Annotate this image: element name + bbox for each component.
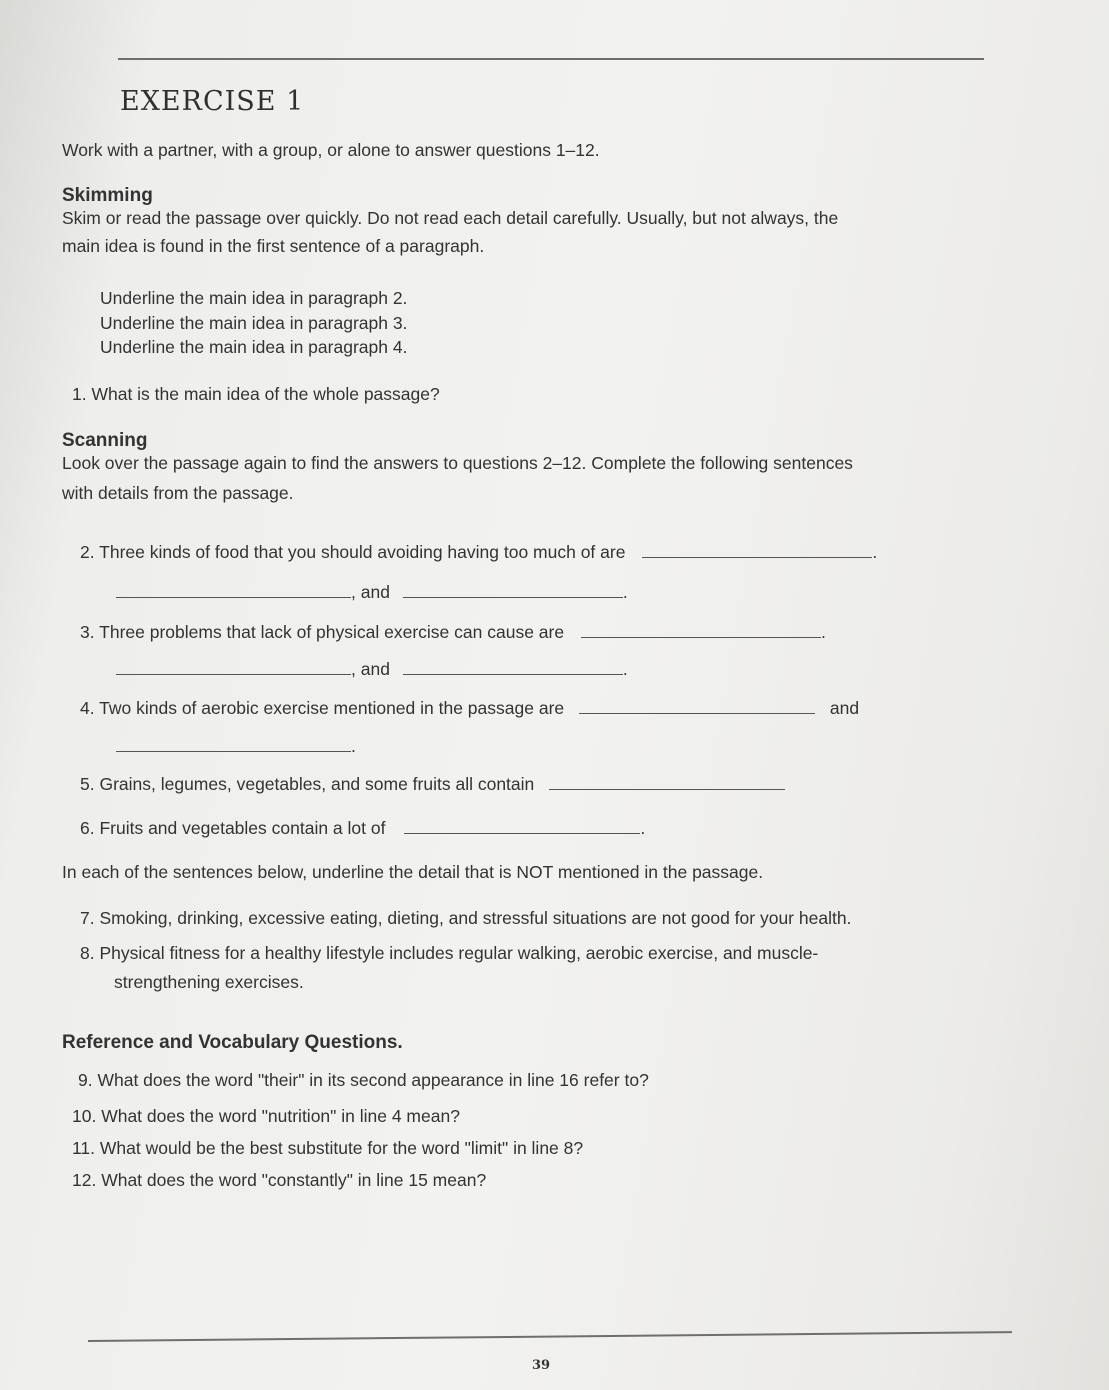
question-2 <box>80 542 877 563</box>
question-9: 9. What does the word "their" in its second appearance in line 16 refer to? <box>78 1070 649 1090</box>
period: . <box>820 622 826 642</box>
scanning-text-line2: with details from the passage. <box>62 483 294 503</box>
exercise-title: EXERCISE 1 <box>120 86 305 117</box>
skimming-task-2: Underline the main idea in paragraph 3. <box>100 313 408 333</box>
question-11: 11. What would be the best substitute for the word "limit" in line 8? <box>72 1138 584 1158</box>
answer-blank[interactable] <box>642 543 872 558</box>
answer-blank[interactable] <box>116 583 351 598</box>
underline-instruction: In each of the sentences below, underline the detail that is NOT mentioned in the passage. <box>62 862 764 882</box>
page-number: 39 <box>532 1358 551 1373</box>
question-1: 1. What is the main idea of the whole passage? <box>72 384 440 404</box>
skimming-heading: Skimming <box>62 185 153 206</box>
skimming-task-1: Underline the main idea in paragraph 2. <box>100 288 408 308</box>
answer-blank[interactable] <box>116 660 351 675</box>
answer-blank[interactable] <box>403 660 623 675</box>
and-word: and <box>829 698 860 718</box>
question-10: 10. What does the word "nutrition" in line 4 mean? <box>72 1106 460 1126</box>
period: . <box>872 542 878 562</box>
period: . <box>351 736 356 756</box>
question-3 <box>80 622 826 643</box>
answer-blank[interactable] <box>581 623 821 638</box>
question-8-line1: 8. Physical fitness for a healthy lifestyle includes regular walking, aerobic exercise, and muscle- <box>80 943 819 963</box>
top-rule <box>118 58 984 60</box>
bottom-rule <box>88 1331 1012 1342</box>
answer-blank[interactable] <box>579 699 815 714</box>
period: . <box>640 818 646 838</box>
question-5-text: 5. Grains, legumes, vegetables, and some fruits all contain <box>80 774 535 794</box>
question-4 <box>80 698 859 719</box>
question-7: 7. Smoking, drinking, excessive eating, dieting, and stressful situations are not good for your health. <box>80 908 852 928</box>
and-word: , and <box>351 659 390 679</box>
period: . <box>622 582 628 602</box>
skimming-text-line2: main idea is found in the first sentence of a paragraph. <box>62 236 485 256</box>
skimming-task-3: Underline the main idea in paragraph 4. <box>100 337 408 357</box>
scanning-text-line1: Look over the passage again to find the answers to questions 2–12. Complete the following sentences <box>62 453 853 473</box>
and-word: , and <box>351 582 390 602</box>
question-2-text: 2. Three kinds of food that you should avoiding having too much of are <box>80 542 626 562</box>
question-8-line2: strengthening exercises. <box>114 972 304 992</box>
question-12: 12. What does the word "constantly" in line 15 mean? <box>72 1170 487 1190</box>
question-6 <box>80 818 645 839</box>
answer-blank[interactable] <box>549 775 785 790</box>
answer-blank[interactable] <box>404 819 640 834</box>
question-3-line2 <box>116 659 628 680</box>
scanning-heading: Scanning <box>62 430 148 451</box>
exercise-intro: Work with a partner, with a group, or alone to answer questions 1–12. <box>62 140 600 160</box>
question-4-line2 <box>116 736 356 757</box>
question-2-line2 <box>116 582 628 603</box>
question-4-text: 4. Two kinds of aerobic exercise mentioned in the passage are <box>80 698 565 718</box>
question-5 <box>80 774 785 795</box>
period: . <box>622 659 628 679</box>
question-3-text: 3. Three problems that lack of physical exercise can cause are <box>80 622 565 642</box>
skimming-text-line1: Skim or read the passage over quickly. Do not read each detail carefully. Usually, but not always, the <box>62 208 839 228</box>
answer-blank[interactable] <box>116 737 351 752</box>
answer-blank[interactable] <box>403 583 623 598</box>
reference-heading: Reference and Vocabulary Questions. <box>62 1032 403 1053</box>
question-6-text: 6. Fruits and vegetables contain a lot of <box>80 818 386 838</box>
